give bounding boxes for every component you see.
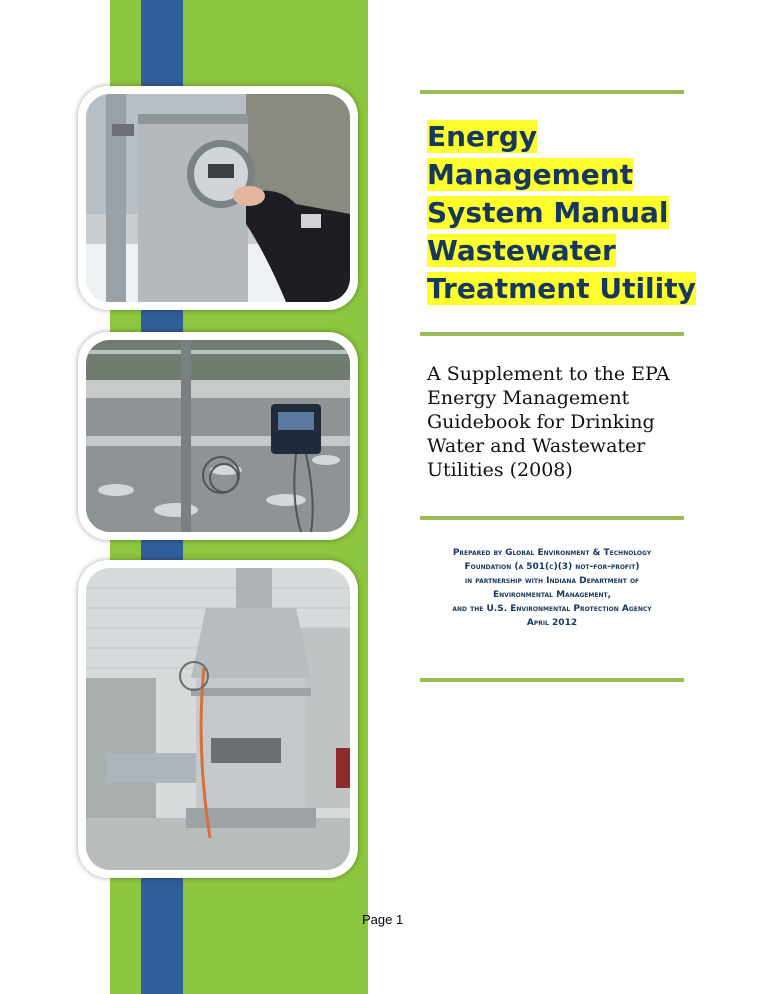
pump-motor-photo (78, 560, 358, 878)
subtitle-bottom-rule (420, 516, 684, 520)
prepared-line-4: Environmental Management, (493, 590, 611, 600)
prepared-by-block (420, 546, 684, 630)
aeration-basin-illustration (86, 340, 350, 532)
prepared-line-3: in partnership with Indiana Department of (464, 576, 640, 586)
electric-meter-photo (78, 86, 358, 310)
title-line-2: Management (427, 158, 634, 191)
prepared-line-1: Prepared by Global Environment & Technology (452, 548, 652, 558)
electric-meter-illustration (86, 94, 350, 302)
title-line-5: Treatment Utility (427, 272, 696, 305)
prepared-line-2: Foundation (a 501(c)(3) not-for-profit) (464, 562, 640, 572)
bottom-rule (420, 678, 684, 682)
prepared-date: April 2012 (526, 618, 578, 628)
document-title (427, 118, 697, 308)
top-rule (420, 90, 684, 94)
pump-motor-illustration (86, 568, 350, 870)
aeration-basin-sensor-photo (78, 332, 358, 540)
title-bottom-rule (420, 332, 684, 336)
title-line-3: System Manual (427, 196, 669, 229)
title-line-1: Energy (427, 120, 538, 153)
prepared-line-5: and the U.S. Environmental Protection Agency (452, 604, 652, 614)
page-number: Page 1 (362, 912, 404, 927)
document-subtitle: A Supplement to the EPA Energy Management Guidebook for Drinking Water and Wastewater Utilities (2008) (427, 363, 670, 481)
title-line-4: Wastewater (427, 234, 616, 267)
